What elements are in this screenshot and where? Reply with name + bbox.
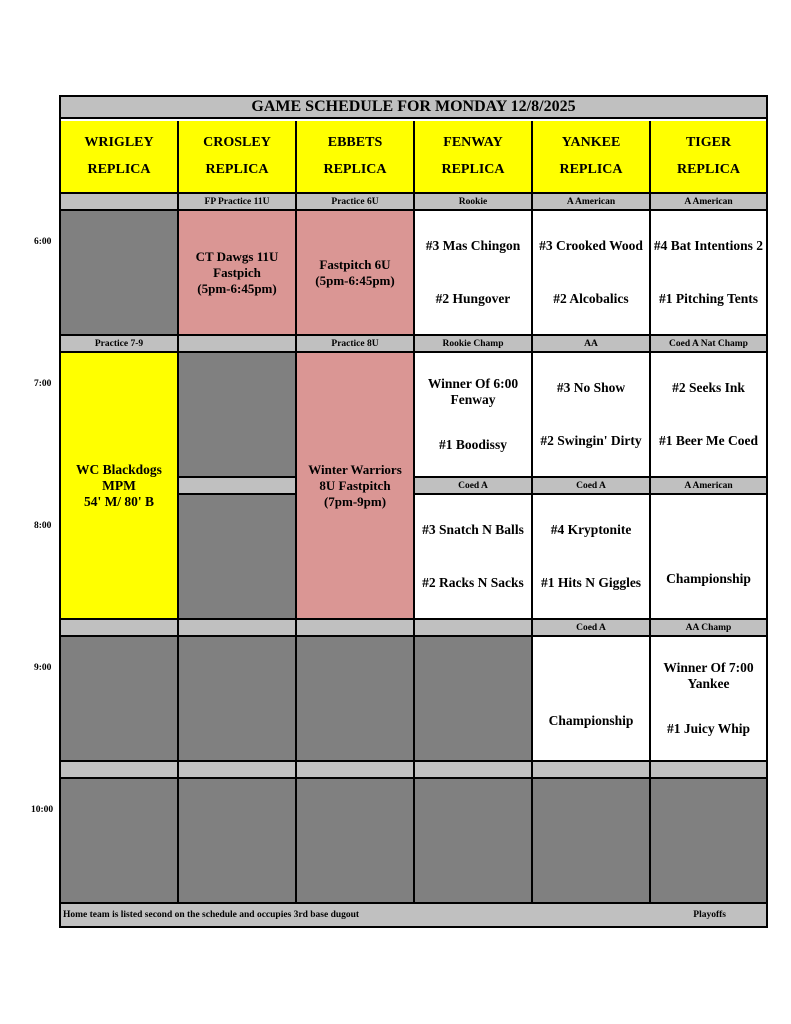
grid-line	[649, 121, 651, 902]
grid-line	[415, 476, 766, 478]
slot-label	[651, 194, 766, 209]
slot-label-text: Coed A	[576, 622, 606, 633]
slot-label	[297, 194, 413, 209]
game-block	[533, 637, 649, 760]
game-block	[533, 353, 649, 476]
grid-line	[61, 192, 766, 194]
slot-label	[179, 194, 295, 209]
slot-label	[415, 620, 531, 635]
field-name: WRIGLEY	[84, 134, 154, 150]
visiting-team: Winner Of 6:00 Fenway	[427, 375, 519, 407]
unavailable-block	[651, 779, 766, 902]
grid-line	[61, 334, 766, 336]
slot-label-text: Coed A	[458, 480, 488, 491]
field-name: CROSLEY	[203, 134, 271, 150]
grid-line	[61, 351, 766, 353]
unavailable-block	[179, 495, 295, 618]
field-name: TIGER	[685, 134, 732, 150]
grid-line	[177, 121, 179, 902]
visiting-team: #4 Bat Intentions 2	[653, 237, 764, 253]
visiting-team: #2 Seeks Ink	[672, 379, 745, 395]
slot-label-text: Practice 7-9	[94, 338, 144, 349]
slot-label-text: Coed A	[576, 480, 606, 491]
slot-label	[651, 620, 766, 635]
slot-label	[179, 762, 295, 777]
schedule-title-text: GAME SCHEDULE FOR MONDAY 12/8/2025	[251, 98, 576, 115]
field-subtitle: REPLICA	[559, 162, 623, 178]
grid-line	[61, 635, 766, 637]
unavailable-block	[415, 779, 531, 902]
home-team: #1 Boodissy	[439, 437, 507, 453]
time-label: 10:00	[31, 805, 54, 815]
slot-label-text: A American	[684, 480, 733, 491]
slot-label-text: FP Practice 11U	[204, 196, 270, 207]
field-header-tiger	[651, 121, 766, 192]
block-line: 54' M/ 80' B	[83, 493, 155, 509]
slot-label-text: AA Champ	[685, 622, 732, 633]
footer-playoffs: Playoffs	[693, 910, 726, 920]
visiting-team: #4 Kryptonite	[550, 521, 632, 537]
home-team: #2 Alcobalics	[553, 291, 629, 307]
unavailable-block	[61, 637, 177, 760]
practice-block-ebbets	[297, 353, 413, 618]
slot-label-text: AA	[584, 338, 598, 349]
visiting-team: #3 No Show	[556, 379, 626, 395]
game-block	[415, 211, 531, 334]
visiting-team: Winner Of 7:00 Yankee	[663, 659, 754, 691]
time-label: 7:00	[34, 379, 52, 389]
game-block	[533, 495, 649, 618]
game-block	[651, 637, 766, 760]
block-line: MPM	[102, 477, 136, 493]
block-line: 8U Fastpitch	[319, 477, 391, 493]
game-block	[415, 495, 531, 618]
slot-label-text: Practice 8U	[331, 338, 379, 349]
grid-line	[61, 902, 766, 904]
slot-label	[533, 194, 649, 209]
slot-label	[415, 478, 531, 493]
block-line: (5pm-6:45pm)	[197, 280, 277, 296]
visiting-team: #3 Snatch N Balls	[422, 521, 524, 537]
field-subtitle: REPLICA	[205, 162, 269, 178]
game-block	[651, 353, 766, 476]
home-team: #2 Hungover	[435, 291, 511, 307]
slot-label	[533, 336, 649, 351]
grid-line	[415, 493, 766, 495]
grid-line	[61, 209, 766, 211]
game-block	[651, 211, 766, 334]
slot-label	[415, 194, 531, 209]
grid-line	[179, 493, 295, 495]
slot-label	[179, 478, 295, 493]
visiting-team: #3 Crooked Wood	[539, 237, 643, 253]
field-header-yankee	[533, 121, 649, 192]
home-team: Championship	[548, 713, 634, 729]
practice-block-crosley	[179, 211, 295, 334]
slot-label	[415, 336, 531, 351]
unavailable-block	[61, 779, 177, 902]
slot-label	[297, 620, 413, 635]
slot-label	[533, 478, 649, 493]
grid-line	[413, 121, 415, 902]
slot-label	[651, 762, 766, 777]
block-line: CT Dawgs 11U	[195, 248, 279, 264]
home-team: Championship	[666, 571, 751, 587]
unavailable-block	[61, 211, 177, 334]
field-subtitle: REPLICA	[323, 162, 387, 178]
slot-label	[533, 620, 649, 635]
field-subtitle: REPLICA	[87, 162, 151, 178]
game-block	[415, 353, 531, 476]
footer-bar	[61, 904, 766, 926]
slot-label	[651, 336, 766, 351]
field-subtitle: REPLICA	[441, 162, 505, 178]
practice-block-ebbets	[297, 211, 413, 334]
time-label: 6:00	[34, 237, 52, 247]
field-name: YANKEE	[561, 134, 621, 150]
slot-label	[297, 762, 413, 777]
grid-line	[531, 121, 533, 902]
slot-label	[415, 762, 531, 777]
grid-line	[61, 777, 766, 779]
slot-label-text: A American	[684, 196, 733, 207]
field-header-crosley	[179, 121, 295, 192]
unavailable-block	[297, 637, 413, 760]
field-name: EBBETS	[327, 134, 383, 150]
slot-label	[61, 336, 177, 351]
slot-label	[179, 336, 295, 351]
slot-label	[651, 478, 766, 493]
unavailable-block	[533, 779, 649, 902]
grid-line	[179, 476, 295, 478]
unavailable-block	[297, 779, 413, 902]
field-header-ebbets	[297, 121, 413, 192]
slot-label	[533, 762, 649, 777]
field-name: FENWAY	[443, 134, 503, 150]
block-line: Fastpich	[213, 264, 261, 280]
practice-block-wrigley	[61, 353, 177, 618]
slot-label-text: Rookie Champ	[442, 338, 504, 349]
game-block	[651, 495, 766, 618]
home-team: #1 Beer Me Coed	[658, 433, 759, 449]
block-line: WC Blackdogs	[76, 461, 162, 477]
game-block	[533, 211, 649, 334]
home-team: #1 Hits N Giggles	[540, 575, 642, 591]
unavailable-block	[179, 779, 295, 902]
field-subtitle: REPLICA	[676, 162, 740, 178]
unavailable-block	[179, 353, 295, 476]
block-line: Fastpitch 6U	[319, 256, 391, 272]
schedule-title	[61, 97, 766, 119]
unavailable-block	[179, 637, 295, 760]
slot-label	[61, 194, 177, 209]
unavailable-block	[415, 637, 531, 760]
time-label: 9:00	[34, 663, 52, 673]
grid-line	[295, 121, 297, 902]
block-line: (7pm-9pm)	[323, 493, 387, 509]
footer-note: Home team is listed second on the schedule and occupies 3rd base dugout	[63, 910, 360, 920]
slot-label	[61, 620, 177, 635]
grid-line	[61, 618, 766, 620]
time-label: 8:00	[34, 521, 52, 531]
field-header-wrigley	[61, 121, 177, 192]
grid-line	[61, 760, 766, 762]
block-line: (5pm-6:45pm)	[315, 272, 395, 288]
slot-label	[297, 336, 413, 351]
slot-label	[61, 762, 177, 777]
home-team: #2 Racks N Sacks	[422, 575, 524, 591]
home-team: #2 Swingin' Dirty	[540, 433, 642, 449]
slot-label-text: Rookie	[458, 196, 488, 207]
slot-label-text: A American	[566, 196, 616, 207]
visiting-team: #3 Mas Chingon	[425, 237, 521, 253]
slot-label	[179, 620, 295, 635]
slot-label-text: Coed A Nat Champ	[669, 338, 748, 349]
field-header-fenway	[415, 121, 531, 192]
home-team: #1 Pitching Tents	[658, 291, 759, 307]
block-line: Winter Warriors	[308, 461, 402, 477]
slot-label-text: Practice 6U	[331, 196, 379, 207]
home-team: #1 Juicy Whip	[666, 721, 751, 737]
